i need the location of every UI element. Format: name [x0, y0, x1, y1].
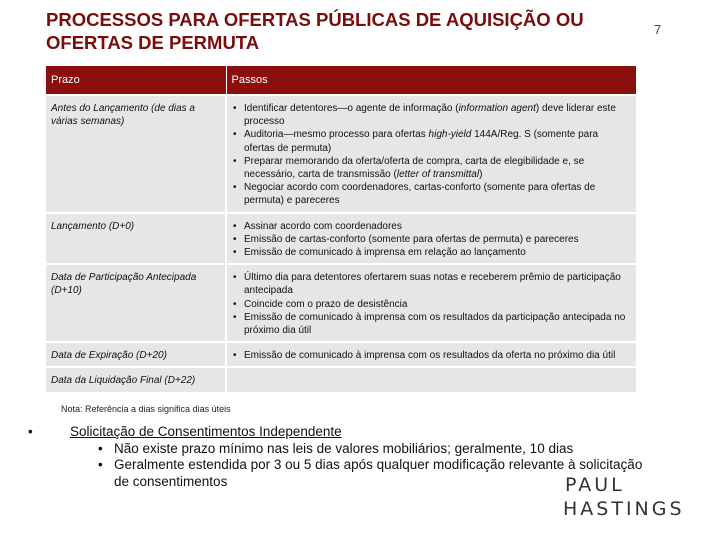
table-header-row: [46, 66, 636, 95]
step-item: • Assinar acordo com coordenadores: [232, 220, 631, 233]
consent-item: • Geralmente estendida por 3 ou 5 dias após qualquer modificação relevante à solicitação de consentimentos: [98, 457, 658, 490]
bullet-icon: •: [28, 424, 33, 439]
phase-cell: Antes do Lançamento (de dias a várias semanas): [46, 95, 226, 213]
table-note: Nota: Referência a dias significa dias úteis: [61, 404, 231, 414]
table-row: [46, 342, 636, 367]
logo-line-paul: PAUL: [565, 474, 625, 496]
column-header-prazo: Prazo: [46, 66, 226, 95]
step-item: • Auditoria—mesmo processo para ofertas high-yield 144A/Reg. S (somente para ofertas de permuta): [232, 128, 631, 154]
process-table: [46, 66, 636, 394]
phase-cell: Data de Participação Antecipada (D+10): [46, 264, 226, 342]
step-item: • Identificar detentores—o agente de informação (information agent) deve liderar este processo: [232, 102, 631, 128]
steps-cell: [226, 264, 636, 342]
step-item: • Preparar memorando da oferta/oferta de compra, carta de elegibilidade e, se necessário, carta de transmissão (letter of transmittal): [232, 155, 631, 181]
steps-list: [232, 349, 631, 362]
table-row: [46, 213, 636, 265]
consent-item: • Não existe prazo mínimo nas leis de valores mobiliários; geralmente, 10 dias: [98, 441, 658, 458]
table-row: [46, 95, 636, 213]
logo-line-hastings: HASTINGS: [563, 498, 685, 520]
table-row: [46, 264, 636, 342]
step-item: • Emissão de comunicado à imprensa com os resultados da participação antecipada no próximo dia útil: [232, 311, 631, 337]
column-header-passos: Passos: [226, 66, 636, 95]
consent-title: Solicitação de Consentimentos Independente: [70, 424, 342, 439]
step-item: • Emissão de comunicado à imprensa com os resultados da oferta no próximo dia útil: [232, 349, 631, 362]
step-item: • Negociar acordo com coordenadores, cartas-conforto (somente para ofertas de permuta) e pareceres: [232, 181, 631, 207]
phase-cell: Lançamento (D+0): [46, 213, 226, 265]
slide-title: PROCESSOS PARA OFERTAS PÚBLICAS DE AQUISIÇÃO OU OFERTAS DE PERMUTA: [46, 9, 584, 53]
paul-hastings-logo: [563, 474, 703, 520]
steps-cell: [226, 342, 636, 367]
steps-list: [232, 102, 631, 208]
phase-cell: Data da Liquidação Final (D+22): [46, 367, 226, 392]
step-item: • Coincide com o prazo de desistência: [232, 298, 631, 311]
phase-cell: Data de Expiração (D+20): [46, 342, 226, 367]
steps-cell: [226, 213, 636, 265]
steps-cell: [226, 95, 636, 213]
consent-heading: [28, 424, 658, 441]
table-row: [46, 367, 636, 392]
step-item: • Último dia para detentores ofertarem suas notas e receberem prêmio de participação antecipada: [232, 271, 631, 297]
steps-cell: [226, 367, 636, 392]
step-item: • Emissão de cartas-conforto (somente para ofertas de permuta) e pareceres: [232, 233, 631, 246]
step-item: • Emissão de comunicado à imprensa em relação ao lançamento: [232, 246, 631, 259]
steps-list: [232, 271, 631, 337]
steps-list: [232, 220, 631, 260]
page-number: 7: [654, 22, 662, 37]
